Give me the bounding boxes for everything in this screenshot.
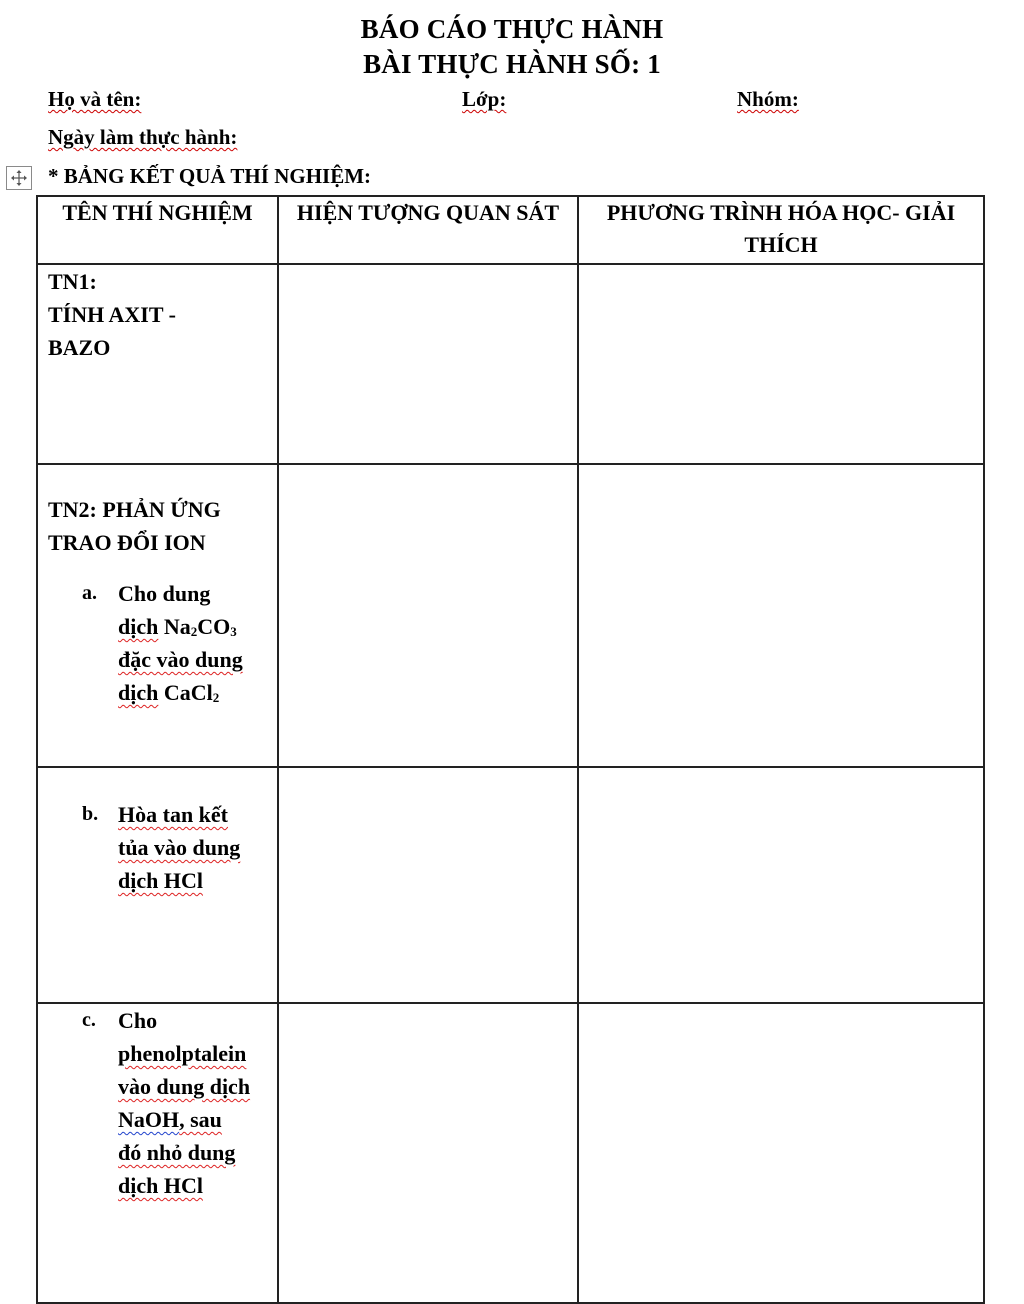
column-header-experiment-name: TÊN THÍ NGHIỆM [37, 196, 278, 264]
tn1-title: TN1: [48, 269, 97, 294]
observation-cell[interactable] [278, 767, 578, 1003]
experiment-name-cell[interactable] [37, 464, 278, 767]
group-label: Nhóm: [737, 87, 799, 111]
table-header-row [37, 196, 984, 264]
move-arrows-icon [10, 169, 28, 187]
name-label: Họ và tên: [48, 87, 142, 111]
tn2a-text: Cho dung dịch $Na_2CO_3$ đặc vào dung dịch CaCl$_2$ [118, 581, 243, 705]
observation-cell[interactable] [278, 264, 578, 464]
experiment-name-cell[interactable] [37, 264, 278, 464]
equation-cell[interactable] [578, 464, 984, 767]
equation-cell[interactable] [578, 767, 984, 1003]
date-label: Ngày làm thực hành: [48, 125, 238, 149]
report-title: BÁO CÁO THỰC HÀNH [360, 14, 664, 44]
report-subtitle: BÀI THỰC HÀNH SỐ: 1 [363, 49, 661, 79]
column-header-equation: PHƯƠNG TRÌNH HÓA HỌC- GIẢI THÍCH [578, 196, 984, 264]
tn1-subtitle-cont: BAZO [48, 335, 111, 360]
list-marker: a. [82, 582, 97, 604]
table-row [37, 767, 984, 1003]
experiment-name-cell[interactable] [37, 1003, 278, 1303]
equation-cell[interactable] [578, 264, 984, 464]
experiment-results-table [36, 195, 985, 1304]
table-heading: * BẢNG KẾT QUẢ THÍ NGHIỆM: [48, 164, 372, 188]
tn2c-text: Cho phenolptalein vào dung dịch NaOH, sau đó nhỏ dung dịch HCl [118, 1008, 251, 1198]
table-move-handle[interactable] [6, 166, 32, 190]
experiment-name-cell[interactable] [37, 767, 278, 1003]
tn2-title: TN2: PHẢN ỨNG [48, 497, 221, 522]
tn2-subtitle: TRAO ĐỔI ION [48, 530, 206, 555]
table-row [37, 1003, 984, 1303]
tn1-subtitle: TÍNH AXIT - [48, 302, 176, 327]
observation-cell[interactable] [278, 1003, 578, 1303]
equation-cell[interactable] [578, 1003, 984, 1303]
tn2b-text: Hòa tan kết tủa vào dung dịch HCl [118, 802, 241, 893]
list-marker: c. [82, 1009, 96, 1031]
column-header-observation: HIỆN TƯỢNG QUAN SÁT [278, 196, 578, 264]
class-label: Lớp: [462, 87, 507, 111]
list-marker: b. [82, 803, 99, 825]
observation-cell[interactable] [278, 464, 578, 767]
table-row [37, 464, 984, 767]
table-row [37, 264, 984, 464]
